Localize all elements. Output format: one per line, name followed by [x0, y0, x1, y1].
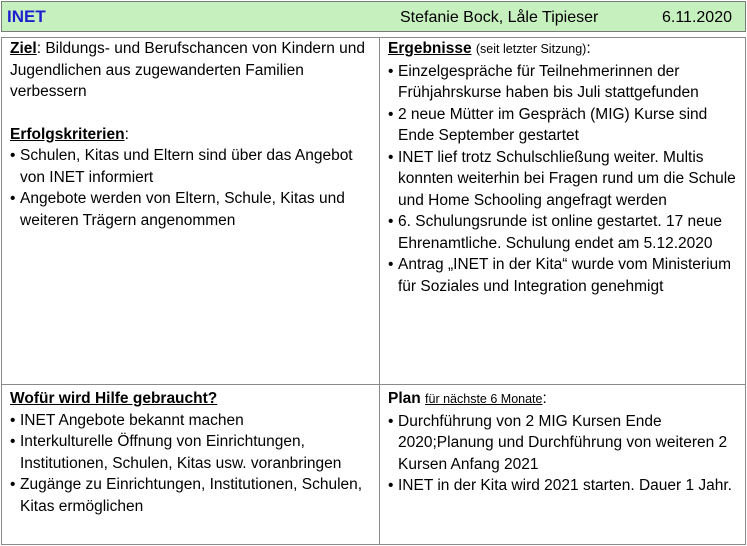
header-bar — [1, 1, 746, 32]
plan-cell — [384, 388, 746, 497]
list-item: • Antrag „INET in der Kita“ wurde vom Ministerium für Soziales und Integration genehmigt — [388, 254, 742, 297]
help-cell — [6, 388, 376, 517]
document-page — [1, 1, 746, 545]
goal-text: : Bildungs- und Berufschancen von Kindern und Jugendlichen aus zugewanderten Familien verbessern — [10, 40, 366, 100]
criteria-label: Erfolgskriterien — [10, 125, 125, 143]
list-item: • INET lief trotz Schulschließung weiter. Multis konnten weiterhin bei Fragen rund um die Schule und Home Schooling angefragt werden — [388, 147, 742, 212]
list-item: • INET in der Kita wird 2021 starten. Dauer 1 Jahr. — [388, 475, 742, 497]
criteria-heading: Erfolgskriterien: — [10, 125, 129, 143]
plan-note: für nächste 6 Monate — [425, 392, 543, 406]
results-cell — [384, 38, 746, 297]
help-label: Wofür wird Hilfe gebraucht? — [10, 390, 218, 407]
results-label: Ergebnisse — [388, 40, 472, 57]
results-note: (seit letzter Sitzung) — [475, 42, 587, 56]
plan-list — [388, 411, 742, 497]
plan-heading: Plan für nächste 6 Monate: — [388, 390, 547, 407]
content-table — [1, 37, 746, 545]
row-divider — [2, 384, 745, 385]
goal-label: Ziel — [10, 40, 37, 57]
date: 6.11.2020 — [662, 9, 732, 26]
column-divider — [379, 38, 380, 544]
goal-paragraph — [10, 38, 372, 103]
list-item: • 6. Schulungsrunde ist online gestartet. 17 neue Ehrenamtliche. Schulung endet am 5.12.2020 — [388, 211, 742, 254]
list-item: • Durchführung von 2 MIG Kursen Ende 2020;Planung und Durchführung von weiteren 2 Kursen Anfang 2021 — [388, 411, 742, 476]
authors: Stefanie Bock, Låle Tipieser — [400, 9, 599, 26]
goal-cell — [6, 38, 376, 231]
project-title: INET — [7, 7, 46, 26]
list-item: • INET Angebote bekannt machen — [10, 410, 372, 432]
results-list — [388, 61, 742, 298]
criteria-list — [10, 145, 372, 231]
list-item: • Zugänge zu Einrichtungen, Institutionen, Schulen, Kitas ermöglichen — [10, 474, 372, 517]
list-item: • Interkulturelle Öffnung von Einrichtungen, Institutionen, Schulen, Kitas usw. voranbringen — [10, 431, 372, 474]
list-item: • Einzelgespräche für Teilnehmerinnen der Frühjahrskurse haben bis Juli stattgefunden — [388, 61, 742, 104]
help-list — [10, 410, 372, 518]
list-item: • Schulen, Kitas und Eltern sind über das Angebot von INET informiert — [10, 145, 372, 188]
list-item: • 2 neue Mütter im Gespräch (MIG) Kurse sind Ende September gestartet — [388, 104, 742, 147]
plan-label: Plan — [388, 390, 421, 407]
list-item: • Angebote werden von Eltern, Schule, Kitas und weiteren Trägern angenommen — [10, 188, 372, 231]
results-heading: Ergebnisse (seit letzter Sitzung): — [388, 40, 591, 57]
